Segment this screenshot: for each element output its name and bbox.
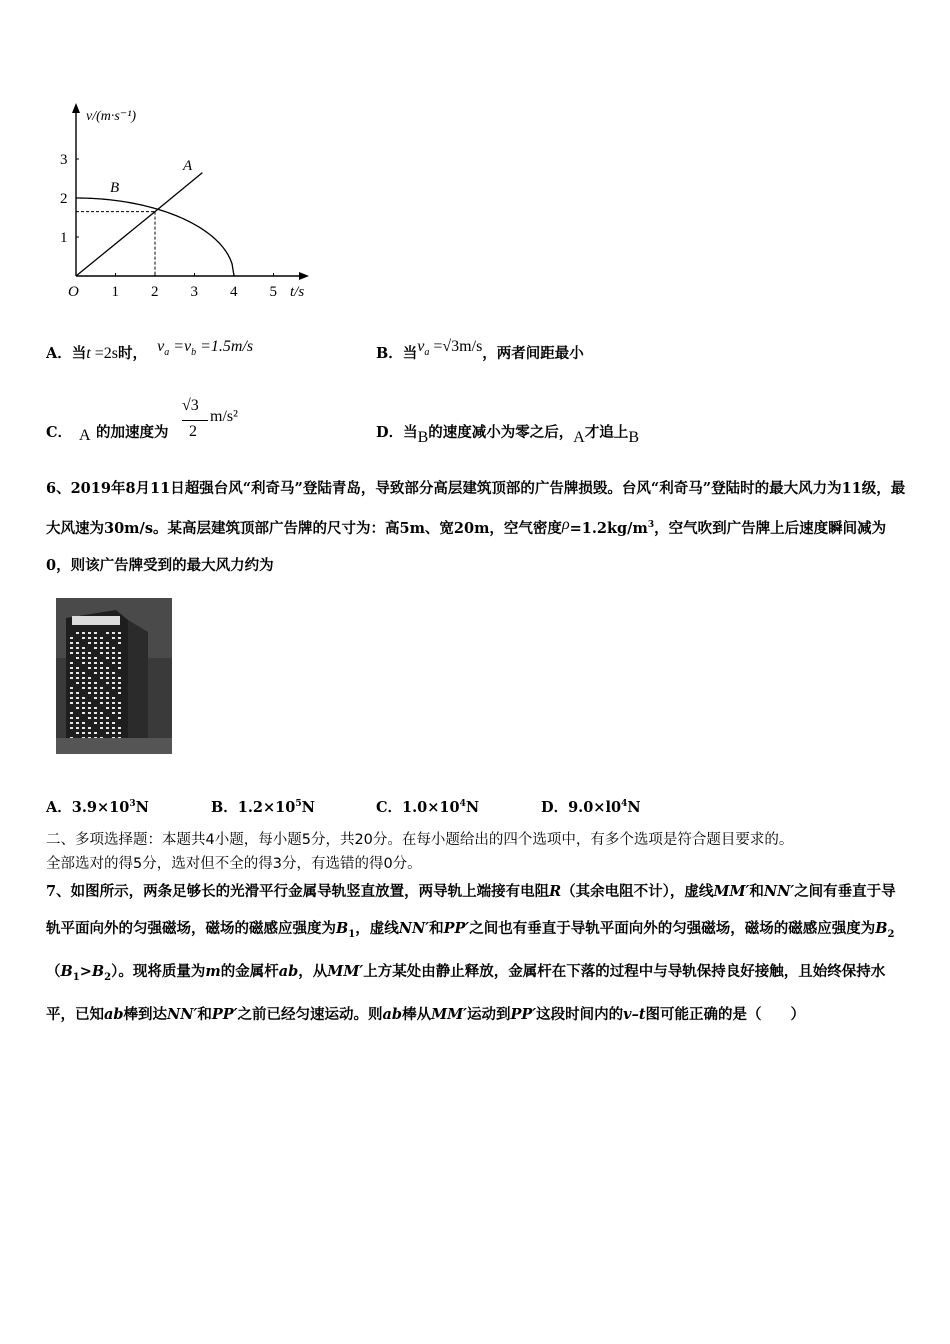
building-window bbox=[100, 687, 103, 689]
building-window bbox=[76, 732, 79, 734]
building-window bbox=[100, 667, 103, 669]
building-window bbox=[88, 707, 91, 709]
building-window bbox=[106, 647, 109, 649]
building-window bbox=[118, 692, 121, 694]
q5-option-a-t: t bbox=[86, 345, 91, 362]
building-window bbox=[106, 692, 109, 694]
q5-option-a[interactable] bbox=[46, 338, 254, 365]
building-window bbox=[112, 677, 115, 679]
building-side bbox=[128, 620, 148, 748]
building-window bbox=[76, 657, 79, 659]
building-window bbox=[88, 657, 91, 659]
q6-stem: 6、2019年8月11日超强台风“利奇马”登陆青岛，导致部分高层建筑顶部的广告牌损毁。台风“利奇马”登陆时的最大风力为11级，最大风速为30m/s。某高层建筑顶部广告牌的尺寸为：高5m、宽20m，空气密度$\rho=1.2kg/m^3$，空气吹到广告牌上后速度瞬间减为0，则该广告牌受到的最大风力约为 bbox=[46, 480, 906, 574]
building-window bbox=[82, 637, 85, 639]
building-window bbox=[94, 642, 97, 644]
building-window bbox=[94, 692, 97, 694]
building-window bbox=[82, 707, 85, 709]
building-window bbox=[70, 667, 73, 669]
building-window bbox=[76, 667, 79, 669]
q5-option-b[interactable] bbox=[376, 338, 584, 365]
building-window bbox=[70, 722, 73, 724]
q5-option-a-letter: A．当 bbox=[46, 345, 87, 362]
building-window bbox=[70, 712, 73, 714]
building-window bbox=[118, 657, 121, 659]
building-window bbox=[100, 727, 103, 729]
building-window bbox=[76, 727, 79, 729]
building-window bbox=[76, 697, 79, 699]
street-level bbox=[56, 738, 172, 754]
vt-graph bbox=[50, 100, 330, 310]
building-window bbox=[76, 677, 79, 679]
building-window bbox=[106, 717, 109, 719]
q5-option-d-b2: B bbox=[628, 429, 639, 446]
building-window bbox=[100, 702, 103, 704]
building-window bbox=[76, 682, 79, 684]
building-window bbox=[88, 652, 91, 654]
building-window bbox=[106, 677, 109, 679]
building-window bbox=[94, 647, 97, 649]
building-window bbox=[94, 717, 97, 719]
q6-option-c[interactable]: C．$1.0\times 10^4N$ bbox=[376, 799, 480, 816]
y-tick-label-2: 2 bbox=[60, 191, 68, 207]
building-window bbox=[88, 642, 91, 644]
building-window bbox=[82, 702, 85, 704]
building-window bbox=[118, 717, 121, 719]
building-window bbox=[94, 632, 97, 634]
building-window bbox=[106, 672, 109, 674]
building-window bbox=[82, 657, 85, 659]
building-window bbox=[118, 732, 121, 734]
building-window bbox=[70, 642, 73, 644]
building-window bbox=[82, 677, 85, 679]
building-window bbox=[70, 687, 73, 689]
x-axis-arrow bbox=[299, 272, 309, 280]
building-window bbox=[112, 722, 115, 724]
x-axis-label: t/s bbox=[290, 284, 305, 300]
building-window bbox=[70, 727, 73, 729]
building-window bbox=[118, 662, 121, 664]
building-window bbox=[118, 687, 121, 689]
building-window bbox=[88, 687, 91, 689]
building-window bbox=[76, 642, 79, 644]
building-window bbox=[106, 642, 109, 644]
building-window bbox=[112, 632, 115, 634]
x-tick-label-3: 3 bbox=[190, 284, 198, 300]
building-window bbox=[82, 647, 85, 649]
building-window bbox=[94, 657, 97, 659]
building-window bbox=[100, 647, 103, 649]
rho-symbol: ρ bbox=[561, 516, 570, 533]
building-window bbox=[82, 687, 85, 689]
section-2-line1: 二、多项选择题：本题共4小题，每小题5分，共20分。在每小题给出的四个选项中，有多个选项是符合题目要求的。 bbox=[46, 832, 794, 848]
building-window bbox=[82, 632, 85, 634]
q6-option-d[interactable]: D．$9.0\times l0^4N$ bbox=[541, 799, 641, 816]
q5-option-d-a: A bbox=[573, 429, 585, 446]
building-window bbox=[118, 727, 121, 729]
building-window bbox=[112, 682, 115, 684]
q5-option-d-text1: 的速度减小为零之后， bbox=[428, 424, 574, 441]
building-window bbox=[94, 732, 97, 734]
q5-option-c-letter: C． bbox=[46, 424, 73, 441]
building-window bbox=[112, 697, 115, 699]
building-window bbox=[94, 667, 97, 669]
building-window bbox=[76, 632, 79, 634]
building-window bbox=[118, 682, 121, 684]
x-tick-label-2: 2 bbox=[151, 284, 159, 300]
building-window bbox=[118, 707, 121, 709]
section-2-heading bbox=[46, 828, 916, 876]
q5-option-a-mid: 时， bbox=[117, 345, 147, 362]
building-window bbox=[94, 697, 97, 699]
building-window bbox=[112, 647, 115, 649]
building-window bbox=[106, 667, 109, 669]
building-window bbox=[100, 697, 103, 699]
building-window bbox=[82, 712, 85, 714]
building-window bbox=[118, 642, 121, 644]
building-window bbox=[118, 712, 121, 714]
building-window bbox=[70, 697, 73, 699]
building-window bbox=[94, 707, 97, 709]
building-window bbox=[106, 652, 109, 654]
building-window bbox=[82, 727, 85, 729]
building-window bbox=[106, 697, 109, 699]
building-window bbox=[88, 692, 91, 694]
building-window bbox=[76, 672, 79, 674]
building-window bbox=[76, 692, 79, 694]
building-window bbox=[112, 687, 115, 689]
building-window bbox=[118, 677, 121, 679]
x-tick-label-1: 1 bbox=[111, 284, 119, 300]
y-axis-arrow bbox=[72, 103, 80, 113]
building-window bbox=[118, 632, 121, 634]
building-window bbox=[100, 712, 103, 714]
q5-option-a-eq: =2s bbox=[90, 345, 118, 362]
building-window bbox=[82, 652, 85, 654]
building-window bbox=[70, 662, 73, 664]
q5-option-c-num: √3 bbox=[182, 397, 199, 414]
building-window bbox=[70, 672, 73, 674]
building-window bbox=[94, 722, 97, 724]
building-window bbox=[118, 702, 121, 704]
building-window bbox=[88, 717, 91, 719]
building-window bbox=[106, 702, 109, 704]
building-window bbox=[100, 672, 103, 674]
building-window bbox=[82, 682, 85, 684]
building-window bbox=[88, 682, 91, 684]
q5-option-c-text: 的加速度为 bbox=[96, 424, 169, 441]
building-window bbox=[76, 717, 79, 719]
billboard-building-photo bbox=[56, 598, 172, 754]
building-window bbox=[76, 722, 79, 724]
q5-option-c-unit: m/s² bbox=[210, 408, 238, 425]
q5-option-d[interactable] bbox=[376, 421, 639, 446]
building-window bbox=[112, 702, 115, 704]
building-window bbox=[88, 677, 91, 679]
building-window bbox=[106, 727, 109, 729]
building-window bbox=[112, 707, 115, 709]
building-window bbox=[112, 657, 115, 659]
q6-option-a[interactable]: A．$3.9\times 10^3N$ bbox=[46, 799, 149, 816]
building-billboard bbox=[72, 616, 120, 625]
building-window bbox=[100, 637, 103, 639]
building-window bbox=[88, 702, 91, 704]
q5-option-b-letter: B．当 bbox=[376, 345, 418, 362]
curve-b-label: B bbox=[110, 180, 120, 196]
origin-label: O bbox=[68, 284, 79, 300]
building-window bbox=[118, 637, 121, 639]
building-window bbox=[70, 692, 73, 694]
building-window bbox=[106, 682, 109, 684]
building-window bbox=[100, 677, 103, 679]
building-window bbox=[94, 662, 97, 664]
building-window bbox=[88, 712, 91, 714]
building-window bbox=[76, 647, 79, 649]
q6-option-b[interactable]: B．$1.2\times 10^5N$ bbox=[211, 799, 315, 816]
building-window bbox=[112, 662, 115, 664]
building-window bbox=[112, 732, 115, 734]
building-window bbox=[106, 632, 109, 634]
building-window bbox=[100, 652, 103, 654]
building-window bbox=[70, 637, 73, 639]
building-window bbox=[106, 657, 109, 659]
building-window bbox=[76, 707, 79, 709]
building-window bbox=[106, 732, 109, 734]
building-window bbox=[106, 722, 109, 724]
section-2-line2: 全部选对的得5分，选对但不全的得3分，有选错的得0分。 bbox=[46, 856, 422, 872]
q5-option-d-b: B bbox=[417, 429, 429, 446]
building-window bbox=[100, 717, 103, 719]
building-window bbox=[82, 662, 85, 664]
building-window bbox=[82, 732, 85, 734]
building-window bbox=[118, 667, 121, 669]
building-window bbox=[94, 682, 97, 684]
building-window bbox=[88, 667, 91, 669]
q5-option-d-text2: 才追上 bbox=[584, 424, 629, 441]
building-window bbox=[100, 722, 103, 724]
curve-a-label: A bbox=[183, 158, 193, 174]
building-window bbox=[118, 652, 121, 654]
building-window bbox=[70, 652, 73, 654]
building-window bbox=[100, 692, 103, 694]
building-window bbox=[112, 652, 115, 654]
building-window bbox=[88, 637, 91, 639]
q5-option-c-a: A bbox=[79, 427, 91, 444]
building-window bbox=[94, 687, 97, 689]
building-window bbox=[70, 677, 73, 679]
building-window bbox=[94, 672, 97, 674]
building-window bbox=[70, 702, 73, 704]
q7-stem: 7、如图所示，两条足够长的光滑平行金属导轨竖直放置，两导轨上端接有电阻R（其余电阻不计），虚线MM′和NN′之间有垂直于导轨平面向外的匀强磁场，磁场的磁感应强度为$B_1$，虚线NN′和PP′之间也有垂直于导轨平面向外的匀强磁场，磁场的磁感应强度为$B_2(B_1>B_2)$。现将质量为m的金属杆ab，从MM′上方某处由静止释放，金属杆在下落的过程中与导轨保持良好接触，且始终保持水平，已知ab棒到达NN′和PP′之前已经匀速运动。则ab棒从MM′运动到PP′这段时间内的v–t图可能正确的是（ ） bbox=[46, 883, 896, 1023]
q5-option-b-tail: ，两者间距最小 bbox=[482, 345, 584, 362]
building-window bbox=[82, 672, 85, 674]
q5-option-a-va: $v_a =v_b =1.5m/s$ bbox=[157, 338, 254, 358]
building-window bbox=[82, 722, 85, 724]
y-tick-label-3: 3 bbox=[60, 152, 68, 168]
building-window bbox=[70, 717, 73, 719]
x-tick-label-5: 5 bbox=[269, 284, 277, 300]
building-window bbox=[88, 727, 91, 729]
building-window bbox=[106, 707, 109, 709]
building-window bbox=[94, 712, 97, 714]
q5-option-c-den: 2 bbox=[189, 423, 197, 440]
building-window bbox=[88, 732, 91, 734]
q5-option-c-fraction-bar bbox=[182, 420, 208, 421]
building-window bbox=[112, 712, 115, 714]
building-window bbox=[112, 637, 115, 639]
building-window bbox=[112, 727, 115, 729]
building-window bbox=[88, 632, 91, 634]
q5-option-d-letter: D．当 bbox=[376, 424, 418, 441]
q5-option-b-va: $v_a$ bbox=[417, 338, 430, 358]
building-window bbox=[100, 642, 103, 644]
building-window bbox=[82, 697, 85, 699]
y-tick-label-1: 1 bbox=[60, 230, 68, 246]
building-window bbox=[76, 652, 79, 654]
q5-option-b-eq: =√3m/s bbox=[429, 338, 483, 355]
building-window bbox=[88, 662, 91, 664]
building-window bbox=[76, 702, 79, 704]
y-axis-label: v/(m·s⁻¹) bbox=[86, 109, 137, 124]
building-window bbox=[94, 637, 97, 639]
building-window bbox=[70, 647, 73, 649]
x-tick-label-4: 4 bbox=[230, 284, 238, 300]
building-window bbox=[100, 662, 103, 664]
series-line-a bbox=[76, 173, 202, 276]
building-window bbox=[112, 672, 115, 674]
